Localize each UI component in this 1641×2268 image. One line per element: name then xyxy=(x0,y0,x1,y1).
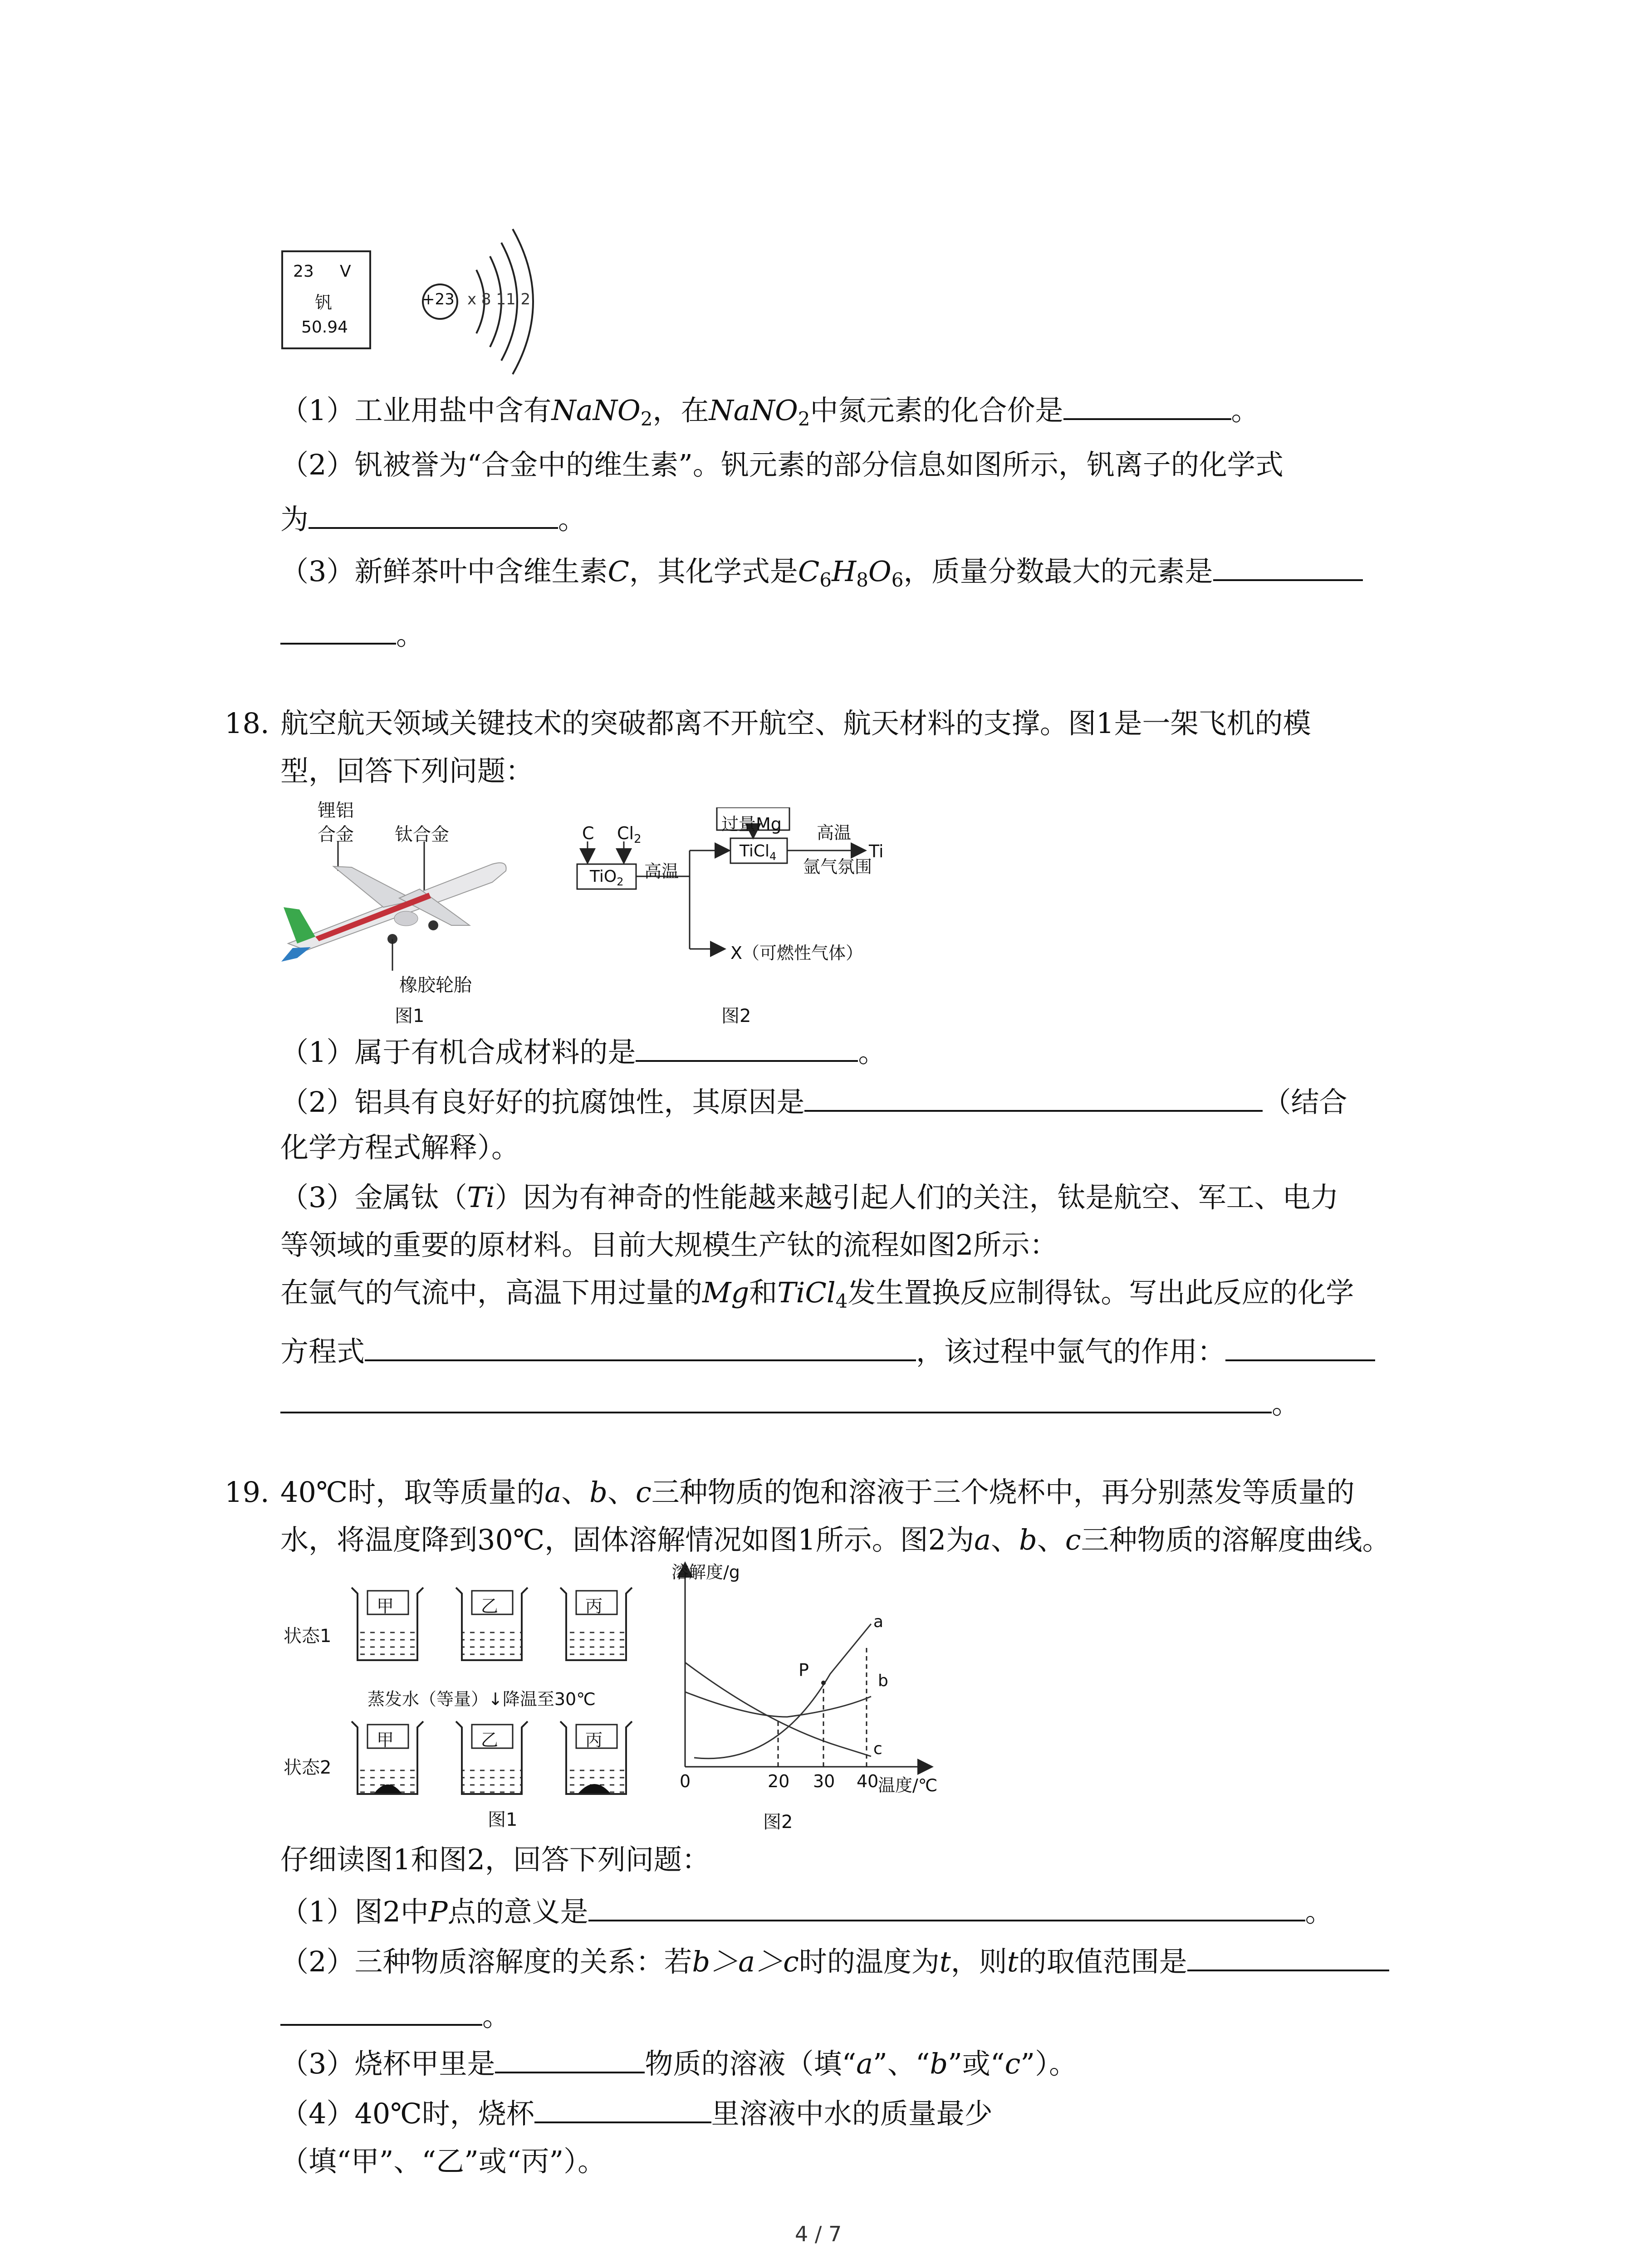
atomic-mass: 50.94 xyxy=(301,318,348,337)
fig2-caption-q19: 图2 xyxy=(763,1812,793,1833)
q18-number: 18. xyxy=(225,707,269,740)
q19-part4-line1: （4）40℃时，烧杯 里溶液中水的质量最少 xyxy=(280,2093,993,2132)
q18-part1: （1）属于有机合成材料的是 。 xyxy=(280,1032,886,1070)
evaporate-cool-label: 蒸发水（等量）↓降温至30℃ xyxy=(367,1689,596,1709)
beaker-jia-1: 甲 xyxy=(377,1596,394,1616)
airplane-illustration xyxy=(279,839,515,975)
label-li-al-2: 合金 xyxy=(318,824,354,845)
q19-part2-line2: 。 xyxy=(280,1996,510,2034)
state1-label: 状态1 xyxy=(284,1626,332,1647)
nucleus-charge: +23 xyxy=(422,290,455,308)
electron-shells: x 8 11 2 xyxy=(467,290,531,308)
curve-b xyxy=(685,1692,871,1717)
x-tick-20: 20 xyxy=(768,1771,790,1791)
flow-cl2: $Cl_2$ xyxy=(617,823,642,846)
atomic-number: 23 xyxy=(293,262,314,281)
beaker-bing-2: 丙 xyxy=(585,1730,603,1750)
q18-1-blank[interactable] xyxy=(636,1032,858,1062)
q19-2-blank[interactable] xyxy=(1187,1941,1389,1971)
q17-part1: （1）工业用盐中含有NaNO$_2$，在NaNO$_2$中氮元素的化合价是 。 xyxy=(280,390,1259,437)
q19-2-blank-cont[interactable] xyxy=(280,1996,482,2026)
q17-2-blank[interactable] xyxy=(309,499,558,529)
element-card xyxy=(281,250,371,349)
label-ti-alloy: 钛合金 xyxy=(395,824,449,845)
element-name: 钒 xyxy=(315,293,333,313)
curve-a xyxy=(694,1624,871,1759)
q17-part2-line2: 为 。 xyxy=(280,499,586,538)
q18-part3-line4: 方程式 ，该过程中氩气的作用： xyxy=(280,1331,1375,1370)
q17-part3-line1: （3）新鲜茶叶中含维生素C，其化学式是$C_6H_8O_6$，质量分数最大的元素是 xyxy=(280,551,1363,598)
q19-4-blank[interactable] xyxy=(534,2093,711,2123)
label-rubber-tire: 橡胶轮胎 xyxy=(399,975,472,996)
q18-2-blank[interactable] xyxy=(804,1082,1263,1112)
q18-part2-line2: 化学方程式解释）。 xyxy=(280,1131,520,1164)
flow-tio2: TiO$_2$ xyxy=(590,867,624,888)
q19-lead: 仔细读图1和图2，回答下列问题： xyxy=(280,1843,710,1876)
q18-part2-line1: （2）铝具有良好好的抗腐蚀性，其原因是 （结合 xyxy=(280,1082,1347,1120)
page-number: 4 / 7 xyxy=(795,2222,842,2246)
fig1-caption: 图1 xyxy=(395,1006,425,1026)
q17-3-blank-cont[interactable] xyxy=(280,615,396,645)
curve-a-label: a xyxy=(873,1613,884,1631)
flow-argon: 氩气氛围 xyxy=(803,857,872,877)
q19-3-blank[interactable] xyxy=(495,2043,645,2073)
q18-stem-line2: 型，回答下列问题： xyxy=(280,754,534,787)
q17-1-blank[interactable] xyxy=(1063,390,1231,420)
state2-label: 状态2 xyxy=(284,1757,332,1778)
q19-part2-line1: （2）三种物质溶解度的关系：若b＞a＞c时的温度为t，则t的取值范围是 xyxy=(280,1941,1389,1980)
beaker-yi-2: 乙 xyxy=(481,1730,499,1750)
label-li-al-1: 锂铝 xyxy=(318,800,354,821)
q18-3-argon-blank[interactable] xyxy=(1225,1331,1375,1361)
y-axis-label: 溶解度/g xyxy=(671,1562,740,1582)
point-p-label: P xyxy=(798,1660,809,1680)
flow-c: C xyxy=(582,823,594,843)
q18-part3-line1: （3）金属钛（Ti）因为有神奇的性能越来越引起人们的关注，钛是航空、军工、电力 xyxy=(280,1181,1339,1214)
q19-number: 19. xyxy=(225,1476,269,1509)
q17-part2-line1: （2）钒被誉为“合金中的维生素”。钒元素的部分信息如图所示，钒离子的化学式 xyxy=(280,448,1283,481)
q19-part1: （1）图2中P点的意义是 。 xyxy=(280,1892,1333,1930)
flow-ti-product: Ti xyxy=(869,841,884,861)
beaker-yi-1: 乙 xyxy=(481,1596,499,1616)
q17-part3-line2: 。 xyxy=(280,615,424,653)
beaker-jia-2: 甲 xyxy=(377,1730,394,1750)
q19-part4-line2: （填“甲”、“乙”或“丙”）。 xyxy=(280,2145,606,2178)
flow-excess-mg: 过量Mg xyxy=(721,814,782,834)
q19-part3: （3）烧杯甲里是 物质的溶液（填“a”、“b”或“c”）。 xyxy=(280,2043,1077,2082)
q18-3-equation-blank[interactable] xyxy=(365,1331,916,1361)
element-symbol: V xyxy=(340,262,351,281)
q18-part3-line2: 等领域的重要的原材料。目前大规模生产钛的流程如图2所示： xyxy=(280,1228,1058,1261)
q19-stem-line2: 水，将温度降到30℃，固体溶解情况如图1所示。图2为a、b、c三种物质的溶解度曲线。 xyxy=(280,1523,1391,1556)
fig2-caption: 图2 xyxy=(721,1006,751,1026)
q18-stem-line1: 航空航天领域关键技术的突破都离不开航空、航天材料的支撑。图1是一架飞机的模 xyxy=(280,707,1311,740)
q19-1-blank[interactable] xyxy=(588,1892,1305,1921)
flow-high-temp-1: 高温 xyxy=(644,861,679,881)
flow-high-temp-2: 高温 xyxy=(817,823,852,843)
beaker-bing-1: 丙 xyxy=(585,1596,603,1616)
q18-3-argon-blank-cont[interactable] xyxy=(280,1383,1272,1413)
x-tick-30: 30 xyxy=(813,1771,835,1791)
curve-c-label: c xyxy=(873,1740,882,1758)
q19-stem-line1: 40℃时，取等质量的a、b、c三种物质的饱和溶液于三个烧杯中，再分别蒸发等质量的 xyxy=(280,1476,1355,1509)
curve-b-label: b xyxy=(878,1672,888,1690)
q18-part3-line3: 在氩气的气流中，高温下用过量的Mg和TiCl$_4$发生置换反应制得钛。写出此反应的化学 xyxy=(280,1276,1354,1312)
fig1-caption-q19: 图1 xyxy=(488,1809,518,1830)
flow-x-gas: X（可燃性气体） xyxy=(730,943,863,963)
x-tick-40: 40 xyxy=(857,1771,879,1791)
x-tick-0: 0 xyxy=(680,1771,691,1791)
flow-ticl4: TiCl$_4$ xyxy=(740,842,777,863)
q18-part3-line5: 。 xyxy=(280,1383,1300,1422)
x-axis-label: 温度/℃ xyxy=(878,1775,938,1795)
q17-3-blank[interactable] xyxy=(1213,551,1363,581)
